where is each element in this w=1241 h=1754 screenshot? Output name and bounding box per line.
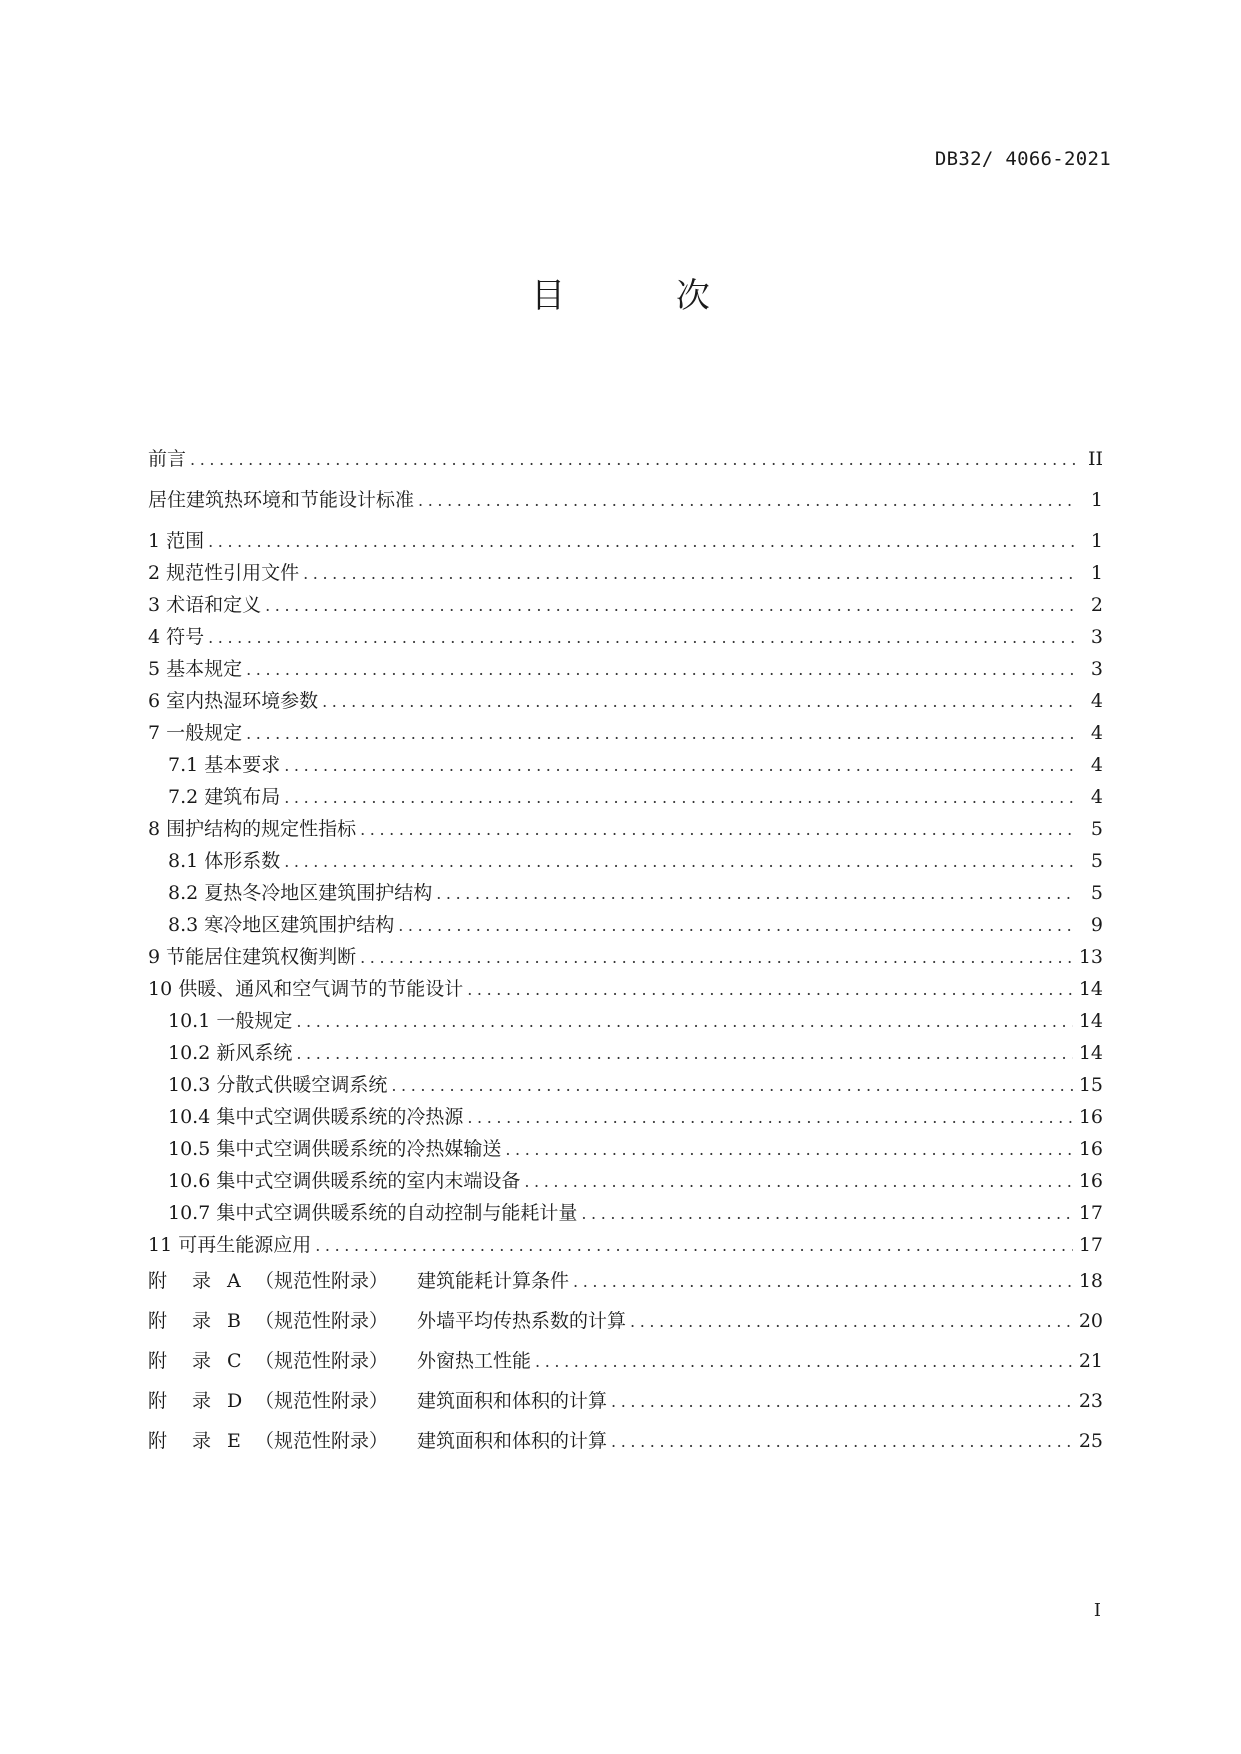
toc-entry-text: 节能居住建筑权衡判断: [166, 946, 357, 968]
toc-entry-number: 1: [148, 530, 161, 552]
toc-entry-text: 分散式供暖空调系统: [216, 1074, 388, 1096]
toc-entry-number: 10.4: [168, 1106, 211, 1128]
toc-entry-label: [148, 443, 190, 475]
toc-entry-text: 集中式空调供暖系统的冷热媒输送: [216, 1138, 502, 1160]
toc-entry-page: 18: [1078, 1270, 1103, 1292]
toc-entry-page: 16: [1078, 1138, 1103, 1160]
page-title: 目 次: [531, 276, 760, 316]
toc-entry-text: 集中式空调供暖系统的自动控制与能耗计量: [216, 1202, 578, 1224]
toc-entry-text: 室内热湿环境参数: [166, 690, 319, 712]
toc-entry-text: 外窗热工性能: [417, 1350, 532, 1372]
toc-entry-number: 8.1: [168, 850, 199, 872]
toc-entry-number: 5: [148, 658, 161, 680]
toc-entry-text: 可再生能源应用: [178, 1234, 312, 1256]
toc-entry-number: 10.3: [168, 1074, 211, 1096]
toc-entry-page: 3: [1090, 626, 1103, 648]
toc-entry-page: 21: [1078, 1350, 1103, 1372]
toc-entry-label: [148, 557, 303, 589]
toc-entry-label: [168, 1101, 467, 1133]
toc-entry-label: [148, 941, 360, 973]
appendix-prefix: [148, 1381, 221, 1421]
appendix-type: （规范性附录）: [255, 1350, 389, 1372]
toc-entry-label: [148, 973, 467, 1005]
toc-entry-label: [148, 1261, 573, 1301]
toc-entry[interactable]: [148, 1197, 1103, 1229]
table-of-contents: [148, 443, 1103, 1461]
toc-entry-text: 供暖、通风和空气调节的节能设计: [178, 978, 464, 1000]
toc-entry-page: 4: [1090, 786, 1103, 808]
toc-entry-number: 2: [148, 562, 161, 584]
toc-entry-label: [148, 813, 360, 845]
toc-entry-page: 4: [1090, 690, 1103, 712]
toc-entry[interactable]: [148, 877, 1103, 909]
toc-entry-page: 15: [1078, 1074, 1103, 1096]
document-code: DB32/ 4066-2021: [934, 148, 1111, 170]
appendix-prefix-char: 录: [192, 1430, 212, 1452]
toc-entry-page: 4: [1090, 722, 1103, 744]
toc-entry-number: 9: [148, 946, 161, 968]
toc-entry-number: 10.5: [168, 1138, 211, 1160]
toc-entry-text: 范围: [166, 530, 205, 552]
appendix-prefix: [148, 1301, 221, 1341]
toc-appendix-entry[interactable]: [148, 1341, 1103, 1381]
dot-leader: [296, 1006, 1072, 1038]
toc-entry-text: 新风系统: [216, 1042, 293, 1064]
toc-entry-page: 5: [1090, 850, 1103, 872]
toc-entry-text: 前言: [148, 448, 187, 470]
toc-entry[interactable]: [148, 813, 1103, 845]
dot-leader: [190, 444, 1075, 476]
appendix-prefix-char: 附: [148, 1270, 168, 1292]
toc-entry-label: [168, 909, 398, 941]
toc-entry-number: 3: [148, 594, 161, 616]
dot-leader: [505, 1134, 1072, 1166]
toc-appendix-entry[interactable]: [148, 1261, 1103, 1301]
toc-entry[interactable]: [148, 1165, 1103, 1197]
toc-entry-page: 1: [1090, 562, 1103, 584]
dot-leader: [315, 1230, 1073, 1262]
toc-entry-number: 8: [148, 818, 161, 840]
dot-leader: [360, 814, 1075, 846]
dot-leader: [246, 654, 1075, 686]
toc-entry-label: [168, 1037, 296, 1069]
toc-appendix-entry[interactable]: [148, 1301, 1103, 1341]
toc-entry[interactable]: [148, 781, 1103, 813]
toc-entry-label: [148, 685, 322, 717]
toc-entry-page: 16: [1078, 1170, 1103, 1192]
toc-entry-page: 17: [1078, 1202, 1103, 1224]
toc-entry-number: 11: [148, 1234, 173, 1256]
toc-entry-number: 10.1: [168, 1010, 211, 1032]
toc-entry-label: [168, 781, 284, 813]
appendix-letter: C: [227, 1350, 242, 1372]
toc-entry-text: 寒冷地区建筑围护结构: [204, 914, 395, 936]
dot-leader: [360, 942, 1073, 974]
toc-entry-number: 8.3: [168, 914, 199, 936]
appendix-prefix-char: 录: [192, 1390, 212, 1412]
dot-leader: [611, 1382, 1073, 1422]
toc-entry-text: 外墙平均传热系数的计算: [417, 1310, 627, 1332]
dot-leader: [296, 1038, 1072, 1070]
toc-entry[interactable]: [148, 557, 1103, 589]
toc-entry-page: 20: [1078, 1310, 1103, 1332]
dot-leader: [418, 485, 1075, 517]
toc-entry[interactable]: [148, 525, 1103, 557]
dot-leader: [284, 750, 1075, 782]
dot-leader: [611, 1422, 1073, 1462]
appendix-type: （规范性附录）: [255, 1270, 389, 1292]
toc-entry-label: [148, 525, 208, 557]
appendix-prefix-char: 录: [192, 1310, 212, 1332]
toc-entry-page: 14: [1078, 1010, 1103, 1032]
toc-entry-label: [168, 749, 284, 781]
appendix-letter: D: [227, 1390, 243, 1412]
toc-entry[interactable]: [148, 909, 1103, 941]
toc-entry-number: 10.6: [168, 1170, 211, 1192]
toc-entry[interactable]: [148, 621, 1103, 653]
toc-appendix-entry[interactable]: [148, 1421, 1103, 1461]
toc-entry-page: 5: [1090, 818, 1103, 840]
toc-entry-number: 8.2: [168, 882, 199, 904]
toc-entry[interactable]: [148, 749, 1103, 781]
toc-entry-text: 体形系数: [204, 850, 281, 872]
toc-entry-number: 7: [148, 722, 161, 744]
appendix-prefix-char: 附: [148, 1350, 168, 1372]
toc-entry-text: 符号: [166, 626, 205, 648]
dot-leader: [208, 526, 1075, 558]
dot-leader: [581, 1198, 1072, 1230]
toc-entry[interactable]: [148, 1069, 1103, 1101]
toc-entry-page: 5: [1090, 882, 1103, 904]
dot-leader: [524, 1166, 1072, 1198]
toc-entry-number: 10.7: [168, 1202, 211, 1224]
toc-entry-label: [148, 1421, 611, 1461]
toc-entry[interactable]: [148, 1037, 1103, 1069]
toc-entry[interactable]: [148, 717, 1103, 749]
toc-entry-page: 9: [1090, 914, 1103, 936]
toc-entry-label: [168, 1133, 505, 1165]
toc-entry-page: 17: [1078, 1234, 1103, 1256]
toc-entry-label: [148, 1301, 630, 1341]
toc-entry-text: 建筑布局: [204, 786, 281, 808]
dot-leader: [322, 686, 1075, 718]
appendix-prefix: [148, 1341, 221, 1381]
toc-entry-text: 基本要求: [204, 754, 281, 776]
appendix-type: （规范性附录）: [255, 1310, 389, 1332]
toc-entry[interactable]: [148, 685, 1103, 717]
toc-entry[interactable]: [148, 484, 1103, 516]
toc-entry-text: 建筑面积和体积的计算: [417, 1430, 608, 1452]
toc-entry-label: [168, 1069, 391, 1101]
dot-leader: [398, 910, 1075, 942]
dot-leader: [246, 718, 1075, 750]
toc-entry[interactable]: [148, 589, 1103, 621]
toc-entry[interactable]: [148, 1005, 1103, 1037]
toc-entry[interactable]: [148, 443, 1103, 475]
toc-entry-page: 25: [1078, 1430, 1103, 1452]
toc-entry-number: 10.2: [168, 1042, 211, 1064]
toc-entry-text: 规范性引用文件: [166, 562, 300, 584]
toc-entry-number: 7.1: [168, 754, 199, 776]
toc-entry-label: [168, 1165, 524, 1197]
toc-entry-page: 1: [1090, 530, 1103, 552]
dot-leader: [284, 782, 1075, 814]
toc-appendix-entry[interactable]: [148, 1381, 1103, 1421]
toc-entry-label: [148, 484, 418, 516]
dot-leader: [436, 878, 1075, 910]
toc-entry-label: [168, 1197, 581, 1229]
toc-entry[interactable]: [148, 1133, 1103, 1165]
toc-entry-text: 夏热冬冷地区建筑围护结构: [204, 882, 433, 904]
toc-entry-label: [168, 1005, 296, 1037]
toc-entry-page: 4: [1090, 754, 1103, 776]
toc-entry-text: 围护结构的规定性指标: [166, 818, 357, 840]
toc-entry-page: II: [1087, 448, 1103, 470]
toc-entry-page: 14: [1078, 1042, 1103, 1064]
dot-leader: [573, 1262, 1073, 1302]
appendix-prefix-char: 附: [148, 1390, 168, 1412]
appendix-prefix: [148, 1261, 221, 1301]
appendix-prefix-char: 附: [148, 1430, 168, 1452]
dot-leader: [208, 622, 1075, 654]
toc-entry-text: 一般规定: [166, 722, 243, 744]
dot-leader: [265, 590, 1075, 622]
toc-entry-label: [148, 1229, 315, 1261]
toc-entry-label: [148, 621, 208, 653]
toc-entry-text: 一般规定: [216, 1010, 293, 1032]
appendix-type: （规范性附录）: [255, 1390, 389, 1412]
toc-entry[interactable]: [148, 973, 1103, 1005]
toc-entry-page: 14: [1078, 978, 1103, 1000]
toc-entry-label: [148, 1341, 535, 1381]
toc-entry[interactable]: [148, 653, 1103, 685]
toc-entry-number: 4: [148, 626, 161, 648]
appendix-letter: B: [227, 1310, 241, 1332]
toc-entry[interactable]: [148, 845, 1103, 877]
toc-entry[interactable]: [148, 1229, 1103, 1261]
toc-entry-page: 16: [1078, 1106, 1103, 1128]
toc-entry-text: 集中式空调供暖系统的室内末端设备: [216, 1170, 521, 1192]
toc-entry-label: [148, 589, 265, 621]
toc-entry-number: 7.2: [168, 786, 199, 808]
appendix-letter: E: [227, 1430, 241, 1452]
toc-entry-label: [148, 1381, 611, 1421]
toc-entry-label: [168, 877, 436, 909]
toc-entry-text: 集中式空调供暖系统的冷热源: [216, 1106, 464, 1128]
toc-entry-page: 1: [1090, 489, 1103, 511]
toc-entry-label: [148, 653, 246, 685]
appendix-prefix-char: 录: [192, 1270, 212, 1292]
toc-entry-page: 23: [1078, 1390, 1103, 1412]
toc-entry-number: 6: [148, 690, 161, 712]
toc-entry-text: 建筑能耗计算条件: [417, 1270, 570, 1292]
toc-entry-page: 3: [1090, 658, 1103, 680]
dot-leader: [391, 1070, 1072, 1102]
toc-entry-label: [168, 845, 284, 877]
dot-leader: [535, 1342, 1073, 1382]
dot-leader: [467, 974, 1073, 1006]
appendix-type: （规范性附录）: [255, 1430, 389, 1452]
toc-entry-text: 建筑面积和体积的计算: [417, 1390, 608, 1412]
page-number: I: [1093, 1600, 1101, 1621]
toc-entry-page: 2: [1090, 594, 1103, 616]
dot-leader: [303, 558, 1075, 590]
dot-leader: [630, 1302, 1073, 1342]
toc-entry-page: 13: [1078, 946, 1103, 968]
toc-entry-text: 居住建筑热环境和节能设计标准: [148, 489, 415, 511]
appendix-prefix-char: 附: [148, 1310, 168, 1332]
toc-entry-text: 基本规定: [166, 658, 243, 680]
toc-entry[interactable]: [148, 1101, 1103, 1133]
toc-entry-number: 10: [148, 978, 173, 1000]
appendix-prefix-char: 录: [192, 1350, 212, 1372]
toc-entry-label: [148, 717, 246, 749]
dot-leader: [467, 1102, 1072, 1134]
appendix-prefix: [148, 1421, 221, 1461]
toc-entry[interactable]: [148, 941, 1103, 973]
dot-leader: [284, 846, 1075, 878]
appendix-letter: A: [227, 1270, 241, 1292]
toc-entry-text: 术语和定义: [166, 594, 262, 616]
